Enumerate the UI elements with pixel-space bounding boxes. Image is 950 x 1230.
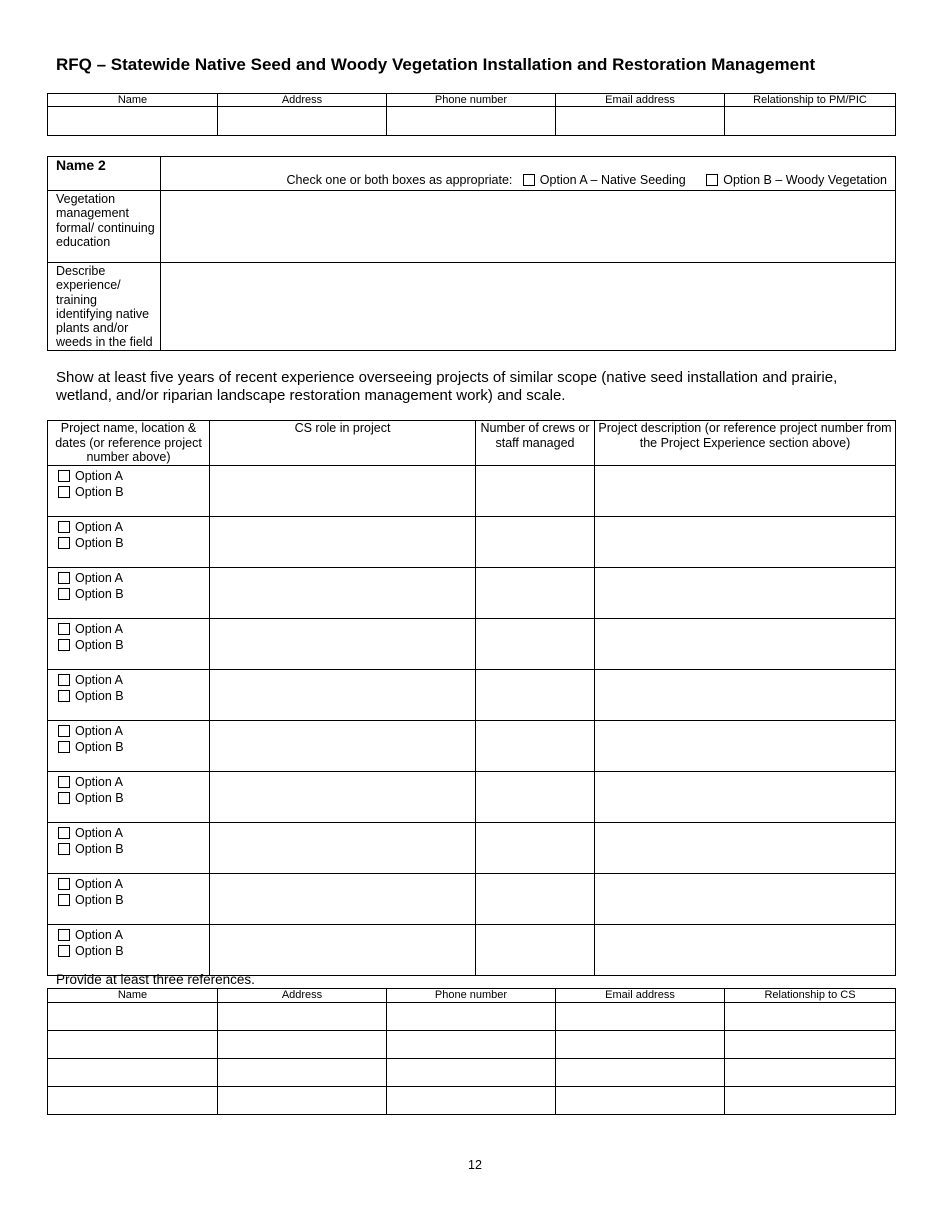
option-b-checkbox[interactable]: [58, 486, 70, 498]
description-field[interactable]: [595, 670, 896, 721]
option-a-checkbox[interactable]: [58, 674, 70, 686]
description-field[interactable]: [595, 568, 896, 619]
crews-field[interactable]: [476, 721, 595, 772]
table-row: [48, 721, 896, 772]
column-header-crews: Number of crews or staff managed: [476, 421, 595, 466]
option-b-checkbox[interactable]: [58, 690, 70, 702]
cs-role-field[interactable]: [210, 823, 476, 874]
email-field[interactable]: [556, 1003, 725, 1031]
table-row: [48, 1031, 896, 1059]
table-row: [48, 772, 896, 823]
phone-field[interactable]: [387, 107, 556, 136]
option-a-label: Option A: [75, 775, 123, 789]
relationship-field[interactable]: [725, 1087, 896, 1115]
cs-role-field[interactable]: [210, 517, 476, 568]
table-row: [48, 619, 896, 670]
option-a-checkbox[interactable]: [58, 929, 70, 941]
experience-training-label: Describe experience/ training identifying native plants and/or weeds in the field: [48, 263, 161, 351]
cs-role-field[interactable]: [210, 874, 476, 925]
option-a-label: Option A: [75, 622, 123, 636]
crews-field[interactable]: [476, 874, 595, 925]
name-field[interactable]: [48, 1059, 218, 1087]
option-b-checkbox[interactable]: [58, 741, 70, 753]
option-a-label: Option A – Native Seeding: [539, 173, 686, 187]
column-header-relationship: Relationship to PM/PIC: [725, 94, 896, 107]
option-b-label: Option B: [75, 638, 124, 652]
education-label: Vegetation management formal/ continuing education: [48, 191, 161, 263]
project-option-cell: [48, 466, 210, 517]
option-a-checkbox[interactable]: [58, 470, 70, 482]
project-option-cell: [48, 925, 210, 976]
email-field[interactable]: [556, 107, 725, 136]
option-a-checkbox[interactable]: [58, 776, 70, 788]
option-a-checkbox[interactable]: [58, 521, 70, 533]
option-b-checkbox[interactable]: [58, 639, 70, 651]
description-field[interactable]: [595, 823, 896, 874]
option-b-checkbox[interactable]: [58, 792, 70, 804]
email-field[interactable]: [556, 1059, 725, 1087]
description-field[interactable]: [595, 772, 896, 823]
table-row: [48, 670, 896, 721]
column-header-address: Address: [218, 989, 387, 1003]
relationship-field[interactable]: [725, 1059, 896, 1087]
option-a-label: Option A: [75, 877, 123, 891]
page-number: 12: [468, 1158, 482, 1172]
column-header-phone: Phone number: [387, 94, 556, 107]
description-field[interactable]: [595, 925, 896, 976]
option-b-label: Option B: [75, 791, 124, 805]
name-field[interactable]: [48, 1003, 218, 1031]
option-a-label: Option A: [75, 928, 123, 942]
option-b-checkbox[interactable]: [58, 588, 70, 600]
relationship-field[interactable]: [725, 107, 896, 136]
project-option-cell: [48, 619, 210, 670]
name2-table: [47, 156, 896, 351]
option-a-checkbox[interactable]: [58, 827, 70, 839]
table-row: [48, 466, 896, 517]
address-field[interactable]: [218, 1059, 387, 1087]
option-a-checkbox[interactable]: [58, 725, 70, 737]
option-a-checkbox[interactable]: [58, 878, 70, 890]
phone-field[interactable]: [387, 1031, 556, 1059]
email-field[interactable]: [556, 1087, 725, 1115]
column-header-email: Email address: [556, 989, 725, 1003]
option-b-label: Option B: [75, 485, 124, 499]
column-header-relationship: Relationship to CS: [725, 989, 896, 1003]
page-title: RFQ – Statewide Native Seed and Woody Vegetation Installation and Restoration Management: [56, 55, 816, 74]
references-table: [47, 988, 896, 1115]
column-header-name: Name: [48, 94, 218, 107]
project-option-cell: [48, 721, 210, 772]
option-a-label: Option A: [75, 469, 123, 483]
phone-field[interactable]: [387, 1003, 556, 1031]
cs-role-field[interactable]: [210, 466, 476, 517]
column-header-email: Email address: [556, 94, 725, 107]
cs-role-field[interactable]: [210, 721, 476, 772]
crews-field[interactable]: [476, 670, 595, 721]
references-intro: Provide at least three references.: [56, 972, 255, 987]
table-row: [48, 1059, 896, 1087]
relationship-field[interactable]: [725, 1031, 896, 1059]
option-a-label: Option A: [75, 571, 123, 585]
description-field[interactable]: [595, 619, 896, 670]
project-option-cell: [48, 517, 210, 568]
crews-field[interactable]: [476, 925, 595, 976]
option-a-label: Option A: [75, 724, 123, 738]
column-header-address: Address: [218, 94, 387, 107]
column-header-role: CS role in project: [210, 421, 476, 466]
option-b-checkbox[interactable]: [58, 537, 70, 549]
cs-role-field[interactable]: [210, 568, 476, 619]
column-header-project: Project name, location & dates (or reference project number above): [48, 421, 210, 466]
email-field[interactable]: [556, 1031, 725, 1059]
project-option-cell: [48, 874, 210, 925]
option-check-line: [161, 157, 896, 191]
table-row: [48, 823, 896, 874]
option-b-label: Option B: [75, 740, 124, 754]
option-a-label: Option A: [75, 520, 123, 534]
table-row: [48, 874, 896, 925]
pm-contact-table: [47, 93, 896, 136]
name-field[interactable]: [48, 107, 218, 136]
option-a-checkbox[interactable]: [58, 623, 70, 635]
address-field[interactable]: [218, 107, 387, 136]
option-b-label: Option B: [75, 536, 124, 550]
project-experience-table: [47, 420, 896, 976]
cs-role-field[interactable]: [210, 772, 476, 823]
table-row: [48, 1087, 896, 1115]
education-field[interactable]: [161, 191, 896, 263]
column-header-name: Name: [48, 989, 218, 1003]
table-row: [48, 568, 896, 619]
option-b-label: Option B: [75, 587, 124, 601]
option-b-label: Option B: [75, 944, 124, 958]
option-b-label: Option B: [75, 893, 124, 907]
column-header-description: Project description (or reference project number from the Project Experience section above): [595, 421, 896, 466]
project-option-cell: [48, 823, 210, 874]
table-row: [48, 925, 896, 976]
crews-field[interactable]: [476, 568, 595, 619]
phone-field[interactable]: [387, 1059, 556, 1087]
option-a-checkbox[interactable]: [58, 572, 70, 584]
option-b-checkbox[interactable]: [706, 174, 718, 186]
cs-role-field[interactable]: [210, 619, 476, 670]
description-field[interactable]: [595, 874, 896, 925]
option-b-checkbox[interactable]: [58, 894, 70, 906]
table-row: [48, 517, 896, 568]
address-field[interactable]: [218, 1003, 387, 1031]
experience-instruction: Show at least five years of recent experience overseeing projects of similar scope (native seed installation and prairie, wetland, and/or riparian landscape restoration management work) and scale.: [56, 369, 838, 404]
relationship-field[interactable]: [725, 1003, 896, 1031]
option-a-label: Option A: [75, 826, 123, 840]
crews-field[interactable]: [476, 517, 595, 568]
column-header-phone: Phone number: [387, 989, 556, 1003]
option-b-label: Option B – Woody Vegetation: [723, 173, 887, 187]
crews-field[interactable]: [476, 619, 595, 670]
description-field[interactable]: [595, 721, 896, 772]
option-b-label: Option B: [75, 689, 124, 703]
table-row: [48, 1003, 896, 1031]
address-field[interactable]: [218, 1087, 387, 1115]
name2-label: Name 2: [56, 157, 106, 173]
project-option-cell: [48, 568, 210, 619]
name-field[interactable]: [48, 1031, 218, 1059]
option-a-label: Option A: [75, 673, 123, 687]
option-b-checkbox[interactable]: [58, 843, 70, 855]
check-prompt: Check one or both boxes as appropriate:: [286, 173, 513, 187]
option-a-checkbox[interactable]: [523, 174, 535, 186]
option-b-checkbox[interactable]: [58, 945, 70, 957]
description-field[interactable]: [595, 517, 896, 568]
crews-field[interactable]: [476, 823, 595, 874]
description-field[interactable]: [595, 466, 896, 517]
crews-field[interactable]: [476, 466, 595, 517]
cs-role-field[interactable]: [210, 925, 476, 976]
experience-training-field[interactable]: [161, 263, 896, 351]
cs-role-field[interactable]: [210, 670, 476, 721]
table-row: [48, 107, 896, 136]
phone-field[interactable]: [387, 1087, 556, 1115]
address-field[interactable]: [218, 1031, 387, 1059]
project-option-cell: [48, 670, 210, 721]
project-option-cell: [48, 772, 210, 823]
option-b-label: Option B: [75, 842, 124, 856]
crews-field[interactable]: [476, 772, 595, 823]
name-field[interactable]: [48, 1087, 218, 1115]
